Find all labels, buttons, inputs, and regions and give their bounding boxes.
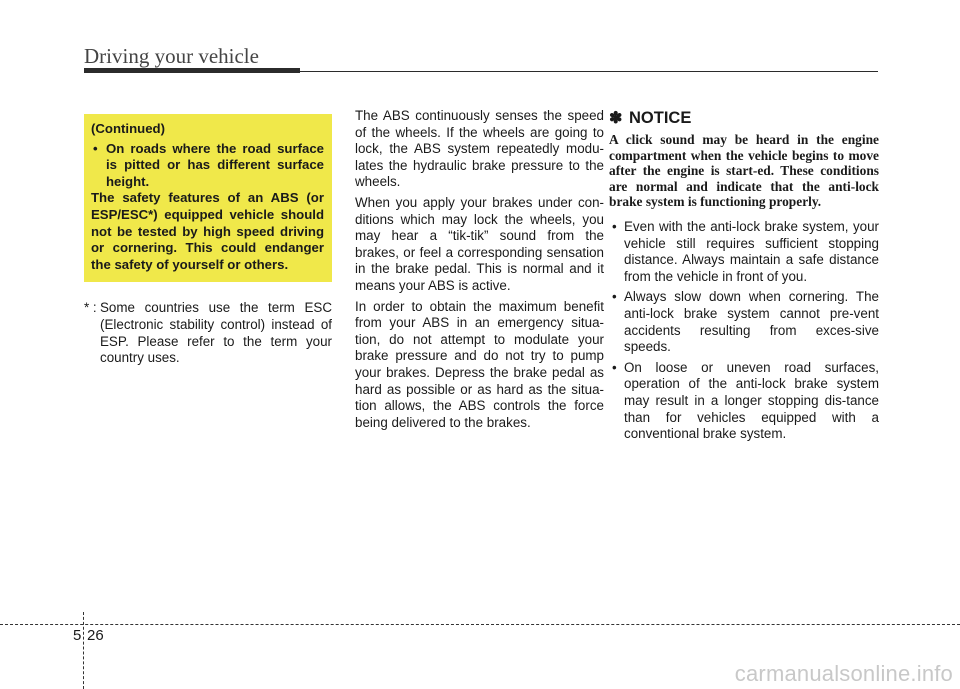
notice-bullet	[609, 360, 879, 443]
header-rule-thin	[300, 71, 878, 72]
chapter-number: 5	[73, 627, 82, 644]
footnote-text: Some countries use the term ESC (Electronic stability control) instead of ESP. Please refer to the term your country uses.	[100, 300, 332, 366]
body-paragraph: In order to obtain the maximum benefit from your ABS in an emergency situa-tion, do not attempt to modulate your brake pressure and do not try to pump your brakes. Depress the brake pedal as hard as possible or as hard as the situa-tion allows, the ABS controls the force being delivered to the brakes.	[355, 298, 604, 430]
left-column	[84, 114, 332, 367]
watermark: carmanualsonline.info	[734, 661, 953, 686]
warning-continued: (Continued)	[91, 121, 165, 136]
warning-box	[84, 114, 332, 282]
warning-body: The safety features of an ABS (or ESP/ESC*) equipped vehicle should not be tested by high speed driving or cornering. This could endanger the safety of yourself or others.	[91, 190, 324, 272]
notice-title: NOTICE	[629, 109, 692, 127]
notice-bullet	[609, 289, 879, 355]
page-header-title: Driving your vehicle	[84, 44, 259, 68]
notice-bullet-text: On loose or uneven road surfaces, operation of the anti-lock brake system may result in a longer stopping dis-tance than for vehicles equipped with a conventional brake system.	[624, 359, 879, 442]
bullet-dot-icon: •	[612, 289, 617, 305]
notice-heading	[609, 108, 879, 129]
bullet-dot-icon: •	[612, 218, 617, 234]
body-paragraph: The ABS continuously senses the speed of the wheels. If the wheels are going to lock, the ABS system repeatedly modu-lates the hydraulic brake pressure to the wheels.	[355, 108, 604, 190]
notice-intro: A click sound may be heard in the engine compartment when the vehicle begins to move after the engine is start-ed. These conditions are normal and indicate that the anti-lock brake system is functioning properly.	[609, 132, 879, 210]
footer-rule	[0, 624, 960, 625]
notice-bullet-text: Even with the anti-lock brake system, your vehicle still requires sufficient stopping distance. Always maintain a safe distance from the vehicle in front of you.	[624, 218, 879, 284]
footer-divider	[83, 612, 84, 689]
page-number: 26	[87, 627, 104, 644]
notice-bullet-text: Always slow down when cornering. The anti-lock brake system cannot pre-vent accidents resulting from exces-sive speeds.	[624, 289, 879, 355]
bullet-dot-icon: •	[612, 359, 617, 375]
header-rule-thick	[84, 68, 300, 73]
notice-bullet	[609, 219, 879, 285]
warning-bullet	[91, 141, 324, 191]
footnote	[84, 300, 332, 366]
body-paragraph: When you apply your brakes under con-ditions which may lock the wheels, you may hear a “tik-tik” sound from the brakes, or feel a corresponding sensation in the brake pedal. This is normal and it means your ABS is active.	[355, 194, 604, 293]
footnote-mark: * :	[84, 300, 97, 316]
middle-column	[355, 108, 604, 435]
notice-column	[609, 108, 879, 447]
warning-bullet-text: On roads where the road surface is pitted or has different surface height.	[106, 140, 324, 189]
bullet-dot-icon: •	[93, 140, 98, 156]
notice-asterisk-icon: ✽	[609, 110, 623, 127]
